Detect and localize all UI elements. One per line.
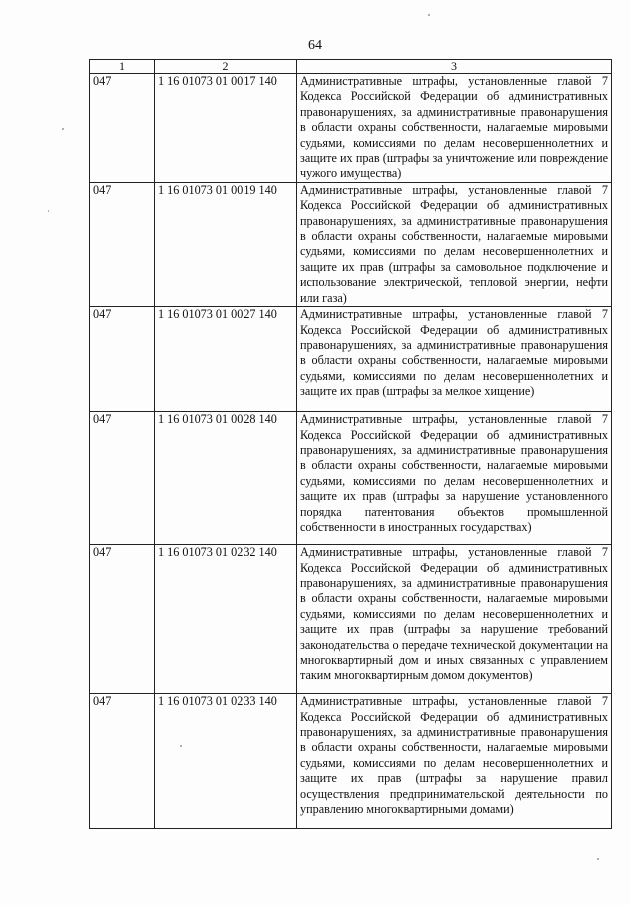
description-cell: Административные штрафы, установленные главой 7 Кодекса Российской Федерации об административных правонарушениях, за административные правонарушения в области охраны собственности, налагаемые мировыми судьями, комиссиями по делам несовершеннолетних и защите их прав (штрафы за нарушение правил осуществления предпринимательской деятельности по управлению многоквартирными домами) xyxy=(297,694,612,829)
column-header-2: 2 xyxy=(155,60,297,74)
table-row xyxy=(90,545,612,694)
scan-speck xyxy=(62,128,64,130)
description-cell: Административные штрафы, установленные главой 7 Кодекса Российской Федерации об административных правонарушениях, за административные правонарушения в области охраны собственности, налагаемые мировыми судьями, комиссиями по делам несовершеннолетних и защите их прав (штрафы за самовольное подключение и использование электрической, тепловой энергии, нефти или газа) xyxy=(297,182,612,306)
admin-code-cell: 047 xyxy=(90,694,155,829)
table-row xyxy=(90,307,612,412)
column-header-1: 1 xyxy=(90,60,155,74)
budget-code-cell: 1 16 01073 01 0017 140 xyxy=(155,74,297,183)
scan-speck xyxy=(597,858,599,860)
description-cell: Административные штрафы, установленные главой 7 Кодекса Российской Федерации об административных правонарушениях, за административные правонарушения в области охраны собственности, налагаемые мировыми судьями, комиссиями по делам несовершеннолетних и защите их прав (штрафы за уничтожение или повреждение чужого имущества) xyxy=(297,74,612,183)
budget-code-cell: 1 16 01073 01 0019 140 xyxy=(155,182,297,306)
table-row xyxy=(90,694,612,829)
budget-code-cell: 1 16 01073 01 0232 140 xyxy=(155,545,297,694)
budget-code-cell: 1 16 01073 01 0027 140 xyxy=(155,307,297,412)
column-header-3: 3 xyxy=(297,60,612,74)
table-row xyxy=(90,412,612,545)
admin-code-cell: 047 xyxy=(90,307,155,412)
table-header-row xyxy=(90,60,612,74)
admin-code-cell: 047 xyxy=(90,412,155,545)
admin-code-cell: 047 xyxy=(90,182,155,306)
budget-code-cell: 1 16 01073 01 0233 140 xyxy=(155,694,297,829)
table-row xyxy=(90,182,612,306)
scan-speck xyxy=(180,745,182,747)
admin-code-cell: 047 xyxy=(90,74,155,183)
budget-code-cell: 1 16 01073 01 0028 140 xyxy=(155,412,297,545)
admin-code-cell: 047 xyxy=(90,545,155,694)
page-number: 64 xyxy=(308,38,322,53)
scan-speck xyxy=(48,210,49,212)
description-cell: Административные штрафы, установленные главой 7 Кодекса Российской Федерации об административных правонарушениях, за административные правонарушения в области охраны собственности, налагаемые мировыми судьями, комиссиями по делам несовершеннолетних и защите их прав (штрафы за мелкое хищение) xyxy=(297,307,612,412)
scan-speck xyxy=(428,14,430,16)
budget-codes-table xyxy=(89,59,612,829)
table-row xyxy=(90,74,612,183)
description-cell: Административные штрафы, установленные главой 7 Кодекса Российской Федерации об административных правонарушениях, за административные правонарушения в области охраны собственности, налагаемые мировыми судьями, комиссиями по делам несовершеннолетних и защите их прав (штрафы за нарушение требований законодательства о передаче технической документации на многоквартирный дом и иных связанных с управлением таким многоквартирным домом документов) xyxy=(297,545,612,694)
description-cell: Административные штрафы, установленные главой 7 Кодекса Российской Федерации об административных правонарушениях, за административные правонарушения в области охраны собственности, налагаемые мировыми судьями, комиссиями по делам несовершеннолетних и защите их прав (штрафы за нарушение установленного порядка патентования объектов промышленной собственности в иностранных государствах) xyxy=(297,412,612,545)
